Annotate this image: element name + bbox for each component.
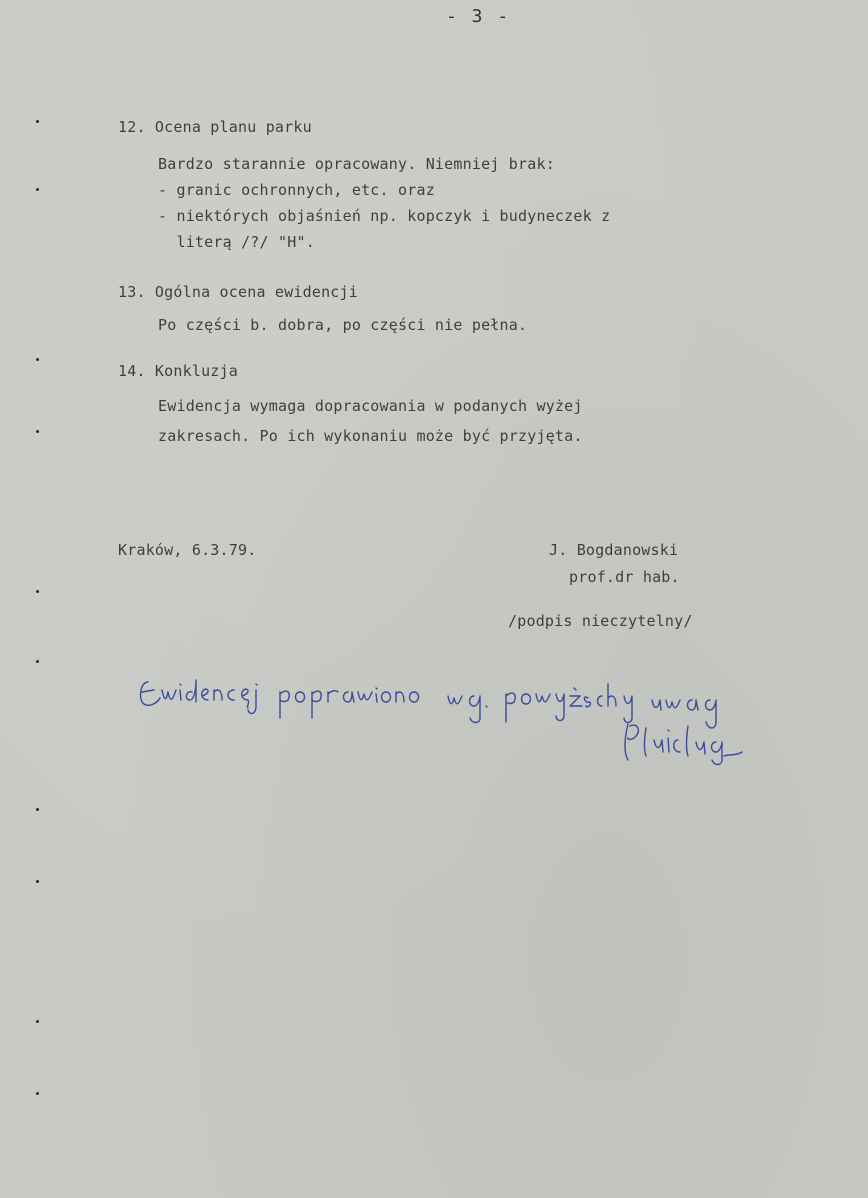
section-14-line-1: Ewidencja wymaga dopracowania w podanych wyżej — [158, 397, 583, 415]
signatory-name: J. Bogdanowski — [549, 541, 679, 559]
signature-note: /podpis nieczytelny/ — [508, 612, 693, 630]
margin-dot — [36, 1020, 39, 1023]
margin-dot — [36, 1092, 39, 1095]
margin-dot — [36, 808, 39, 811]
section-13-line-1: Po części b. dobra, po części nie pełna. — [158, 316, 528, 334]
section-12-line-3: - niektórych objaśnień np. kopczyk i budyneczek z — [158, 207, 611, 225]
margin-dot — [36, 358, 39, 361]
section-12-line-1: Bardzo starannie opracowany. Niemniej brak: — [158, 155, 555, 173]
section-14-heading: 14. Konkluzja — [118, 362, 238, 380]
handwritten-annotation — [130, 660, 770, 770]
section-12-line-4: literą /?/ "H". — [158, 233, 315, 251]
signatory-title: prof.dr hab. — [569, 568, 680, 586]
margin-dot — [36, 590, 39, 593]
margin-dot — [36, 188, 39, 191]
place-date: Kraków, 6.3.79. — [118, 541, 257, 559]
section-14-line-2: zakresach. Po ich wykonaniu może być przyjęta. — [158, 427, 583, 445]
section-12-heading: 12. Ocena planu parku — [118, 118, 312, 136]
section-13-heading: 13. Ogólna ocena ewidencji — [118, 283, 358, 301]
page-number: - 3 - — [446, 6, 511, 27]
margin-dot — [36, 660, 39, 663]
margin-dot — [36, 430, 39, 433]
section-12-line-2: - granic ochronnych, etc. oraz — [158, 181, 435, 199]
margin-dot — [36, 120, 39, 123]
margin-dot — [36, 880, 39, 883]
